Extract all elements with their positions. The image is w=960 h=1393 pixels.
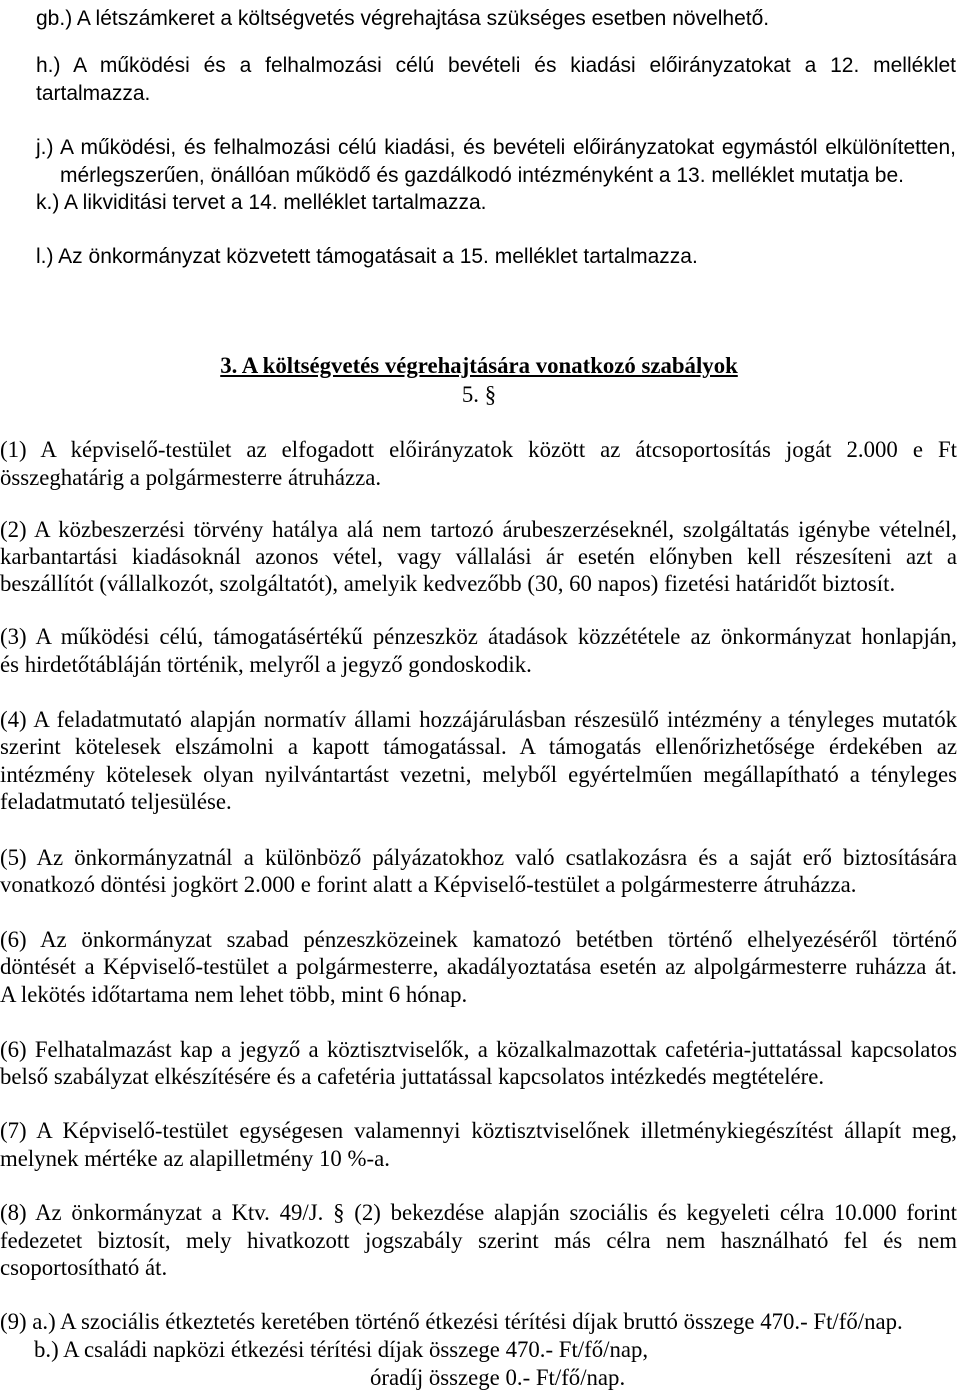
paragraph-9-line-3: óradíj összege 0.- Ft/fő/nap. <box>370 1365 626 1390</box>
paragraph-7-line-1: (7) A Képviselő-testület egységesen valamennyi köztisztviselőnek illetménykiegészítést állapít meg, <box>0 1118 957 1143</box>
paragraph-3-line-1: (3) A működési célú, támogatásértékű pénzeszköz átadások közzététele az önkormányzat honlapján, <box>0 624 957 649</box>
item-h-line-1: h.) A működési és a felhalmozási célú bevételi és kiadási előirányzatokat a 12. melléklet <box>36 54 956 77</box>
paragraph-7-line-2: melynek mértéke az alapilletmény 10 %-a. <box>0 1146 390 1171</box>
paragraph-9-line-1: (9) a.) A szociális étkeztetés keretében történő étkezési térítési díjak bruttó összege 470.- Ft/fő/nap. <box>0 1309 903 1334</box>
paragraph-6a-line-1: (6) Az önkormányzat szabad pénzeszközeinek kamatozó betétben történő elhelyezéséről történő <box>0 927 957 952</box>
paragraph-8-line-3: csoportosítható át. <box>0 1255 168 1280</box>
item-l-line-1: l.) Az önkormányzat közvetett támogatásait a 15. melléklet tartalmazza. <box>36 245 698 268</box>
paragraph-2-line-1: (2) A közbeszerzési törvény hatálya alá nem tartozó árubeszerzéseknél, szolgáltatás igénybe vételnél, <box>0 517 957 542</box>
item-h-line-2: tartalmazza. <box>36 82 151 105</box>
paragraph-5-line-2: vonatkozó döntési jogkört 2.000 e forint alatt a Képviselő-testület a polgármesterre átruházza. <box>0 872 857 897</box>
paragraph-8-line-1: (8) Az önkormányzat a Ktv. 49/J. § (2) bekezdése alapján szociális és kegyeleti célra 10.000 forint <box>0 1200 957 1225</box>
paragraph-6b-line-2: belső szabályzat elkészítésére és a cafetéria juttatással kapcsolatos intézkedés megtételére. <box>0 1064 825 1089</box>
item-k-line-1: k.) A likviditási tervet a 14. melléklet tartalmazza. <box>36 191 487 214</box>
paragraph-3-line-2: és hirdetőtábláján történik, melyről a jegyző gondoskodik. <box>0 652 532 677</box>
paragraph-1-line-2: összeghatárig a polgármesterre átruházza. <box>0 465 382 490</box>
paragraph-2-line-3: beszállítót (vállalkozót, szolgáltatót), amelyik kedvezőbb (30, 60 napos) fizetési határidőt biztosít. <box>0 571 896 596</box>
paragraph-6b-line-1: (6) Felhatalmazást kap a jegyző a köztisztviselők, a közalkalmazottak cafetéria-juttatással kapcsolatos <box>0 1037 957 1062</box>
paragraph-1-line-1: (1) A képviselő-testület az elfogadott előirányzatok között az átcsoportosítás jogát 2.000 e Ft <box>0 437 957 462</box>
item-gb-line-1: gb.) A létszámkeret a költségvetés végrehajtása szükséges esetben növelhető. <box>36 7 770 30</box>
paragraph-5-line-1: (5) Az önkormányzatnál a különböző pályázatokhoz való csatlakozásra és a saját erő biztosítására <box>0 845 957 870</box>
paragraph-9-line-2: b.) A családi napközi étkezési térítési díjak összege 470.- Ft/fő/nap, <box>34 1337 649 1362</box>
item-j-line-1: j.) A működési, és felhalmozási célú kiadási, és bevételi előirányzatokat egymástól elkülönítetten, <box>36 136 956 159</box>
paragraph-6a-line-3: A lekötés időtartama nem lehet több, mint 6 hónap. <box>0 982 468 1007</box>
item-j-line-2: mérlegszerűen, önállóan működő és gazdálkodó intézményként a 13. melléklet mutatja be. <box>60 164 904 187</box>
paragraph-6a-line-2: döntését a Képviselő-testület a polgármesterre, akadályoztatása esetén az alpolgármesterre ruházza át. <box>0 954 957 979</box>
paragraph-4-line-3: intézmény kötelesek olyan nyilvántartást vezetni, melyből egyértelműen megállapítható a tényleges <box>0 762 957 787</box>
paragraph-4-line-2: szerint kötelesek elszámolni a kapott támogatással. A támogatás ellenőrizhetősége érdekében az <box>0 734 957 759</box>
paragraph-mark: 5. § <box>461 382 497 407</box>
paragraph-4-line-4: feladatmutató teljesülése. <box>0 789 232 814</box>
section-heading: 3. A költségvetés végrehajtására vonatkozó szabályok <box>220 353 738 378</box>
paragraph-2-line-2: karbantartási kiadásoknál azonos vétel, vagy vállalási ár esetén előnyben kell részesíteni azt a <box>0 544 957 569</box>
paragraph-8-line-2: fedezetet biztosít, mely hivatkozott jogszabály szerint más célra nem használható fel és nem <box>0 1228 957 1253</box>
paragraph-4-line-1: (4) A feladatmutató alapján normatív állami hozzájárulásban részesülő intézmény a tényleges mutatók <box>0 707 957 732</box>
